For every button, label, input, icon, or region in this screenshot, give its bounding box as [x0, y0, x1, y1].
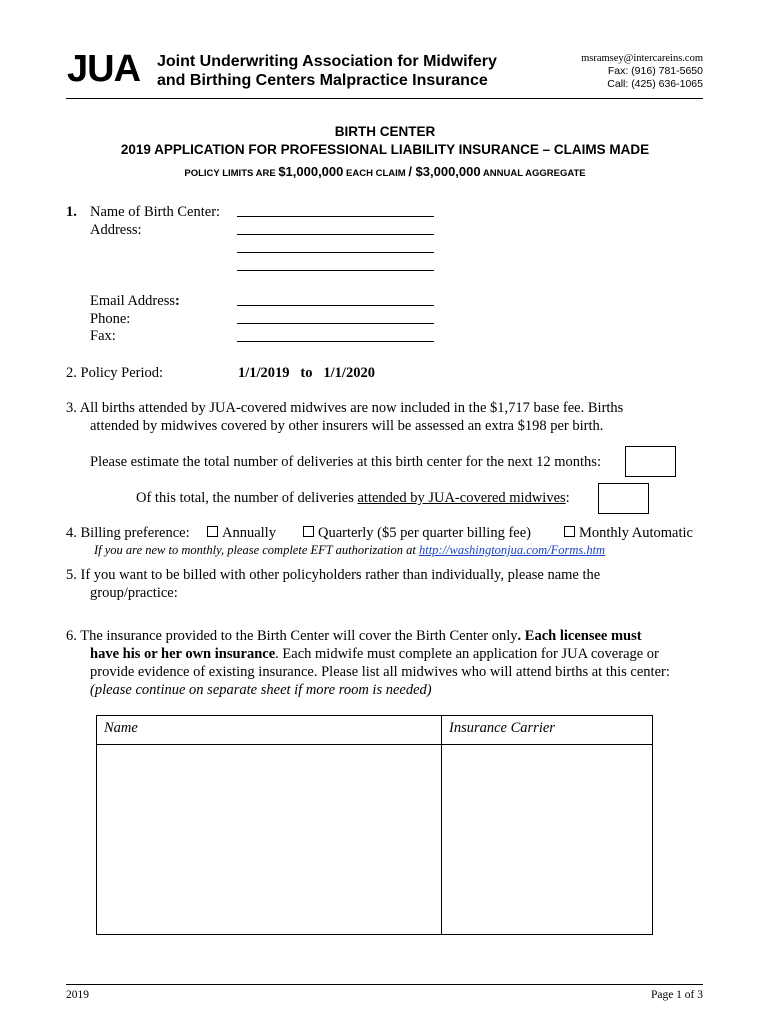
- org-line-1: Joint Underwriting Association for Midwifery: [157, 53, 497, 70]
- policy-limits: [0, 164, 770, 179]
- q6-line-3: provide evidence of existing insurance. Please list all midwives who will attend births at this center:: [90, 664, 670, 680]
- contact-fax: Fax: (916) 781-5650: [607, 65, 703, 77]
- footer-page-number: Page 1 of 3: [650, 989, 703, 1001]
- limits-a: POLICY LIMITS ARE: [184, 168, 279, 179]
- limits-b: $1,000,000: [278, 164, 344, 179]
- of-total-b: attended by JUA-covered midwives: [357, 490, 566, 506]
- birth-center-name-field[interactable]: [237, 216, 434, 217]
- header-name: Name: [97, 716, 442, 745]
- contact-call: Call: (425) 636-1065: [607, 78, 703, 90]
- q6-line-1: [66, 627, 642, 645]
- email-label-text: Email Address: [90, 293, 175, 309]
- fax-field[interactable]: [237, 341, 434, 342]
- q1-name-label: Name of Birth Center:: [90, 204, 221, 220]
- header-insurance-carrier: Insurance Carrier: [442, 716, 653, 745]
- midwife-table: [96, 715, 653, 935]
- address-field-1[interactable]: [237, 234, 434, 235]
- q6-line-2: [90, 645, 659, 663]
- q3-line-1: 3. All births attended by JUA-covered midwives are now included in the $1,717 base fee. Births: [66, 400, 624, 416]
- org-line-2: and Birthing Centers Malpractice Insurance: [157, 72, 488, 89]
- phone-field[interactable]: [237, 323, 434, 324]
- monthly-checkbox[interactable]: [564, 526, 575, 537]
- q6-line-2a: have his or her own insurance: [90, 646, 276, 662]
- q6-line-1a: 6. The insurance provided to the Birth Center will cover the Birth Center only: [66, 628, 518, 644]
- total-deliveries-input[interactable]: [625, 446, 676, 477]
- contact-email: msramsey@intercareins.com: [581, 53, 703, 64]
- limits-d: / $3,000,000: [408, 164, 481, 179]
- q1-email-label: [90, 292, 180, 310]
- jua-logo: JUA: [67, 48, 141, 90]
- billing-monthly-option[interactable]: [564, 524, 693, 542]
- q6-line-4: (please continue on separate sheet if more room is needed): [90, 682, 432, 698]
- eft-form-link[interactable]: http://washingtonjua.com/Forms.htm: [418, 543, 606, 557]
- billing-quarterly-option[interactable]: [303, 524, 531, 542]
- q3-of-total-label: [136, 489, 570, 507]
- name-entry-cell[interactable]: [97, 745, 442, 935]
- q6-line-2b: . Each midwife must complete an application for JUA coverage or: [275, 646, 659, 662]
- quarterly-label: Quarterly ($5 per quarter billing fee): [318, 525, 531, 541]
- carrier-entry-cell[interactable]: [442, 745, 653, 935]
- policy-period-value: 1/1/2019 to 1/1/2020: [238, 365, 375, 381]
- limits-c: EACH CLAIM: [343, 168, 409, 179]
- organization-name: [157, 52, 497, 90]
- contact-info: [581, 52, 703, 91]
- quarterly-checkbox[interactable]: [303, 526, 314, 537]
- footer-year: 2019: [66, 989, 89, 1001]
- q1-phone-label: Phone:: [90, 311, 131, 327]
- annually-label: Annually: [222, 525, 276, 541]
- billing-annually-option[interactable]: [207, 524, 276, 542]
- table-row: [97, 745, 653, 935]
- q3-line-2: attended by midwives covered by other insurers will be assessed an extra $198 per birth.: [90, 418, 604, 434]
- email-label-colon: :: [174, 293, 180, 309]
- of-total-c: :: [565, 490, 570, 506]
- of-total-a: Of this total, the number of deliveries: [136, 490, 358, 506]
- title-line-2: 2019 APPLICATION FOR PROFESSIONAL LIABILITY INSURANCE – CLAIMS MADE: [120, 142, 650, 157]
- header-rule: [66, 98, 703, 99]
- table-header-row: [97, 716, 653, 745]
- q1-number: 1.: [66, 204, 77, 220]
- eft-note-text: If you are new to monthly, please complete EFT authorization at: [94, 543, 419, 557]
- q2-label: 2. Policy Period:: [66, 365, 164, 381]
- annually-checkbox[interactable]: [207, 526, 218, 537]
- q6-line-1b: . Each licensee must: [517, 628, 642, 644]
- q5-line-2: group/practice:: [90, 585, 178, 601]
- q5-line-1: 5. If you want to be billed with other policyholders rather than individually, please name the: [66, 567, 601, 583]
- monthly-label: Monthly Automatic: [579, 525, 693, 541]
- footer-rule: [66, 984, 703, 985]
- q1-fax-label: Fax:: [90, 328, 116, 344]
- email-field[interactable]: [237, 305, 434, 306]
- limits-e: ANNUAL AGGREGATE: [480, 168, 586, 179]
- jua-deliveries-input[interactable]: [598, 483, 649, 514]
- address-field-3[interactable]: [237, 270, 434, 271]
- q1-address-label: Address:: [90, 222, 142, 238]
- eft-note: [94, 543, 605, 558]
- q3-estimate-label: Please estimate the total number of deliveries at this birth center for the next 12 months:: [90, 454, 601, 470]
- address-field-2[interactable]: [237, 252, 434, 253]
- q4-label: 4. Billing preference:: [66, 525, 190, 541]
- title-line-1: BIRTH CENTER: [334, 124, 436, 139]
